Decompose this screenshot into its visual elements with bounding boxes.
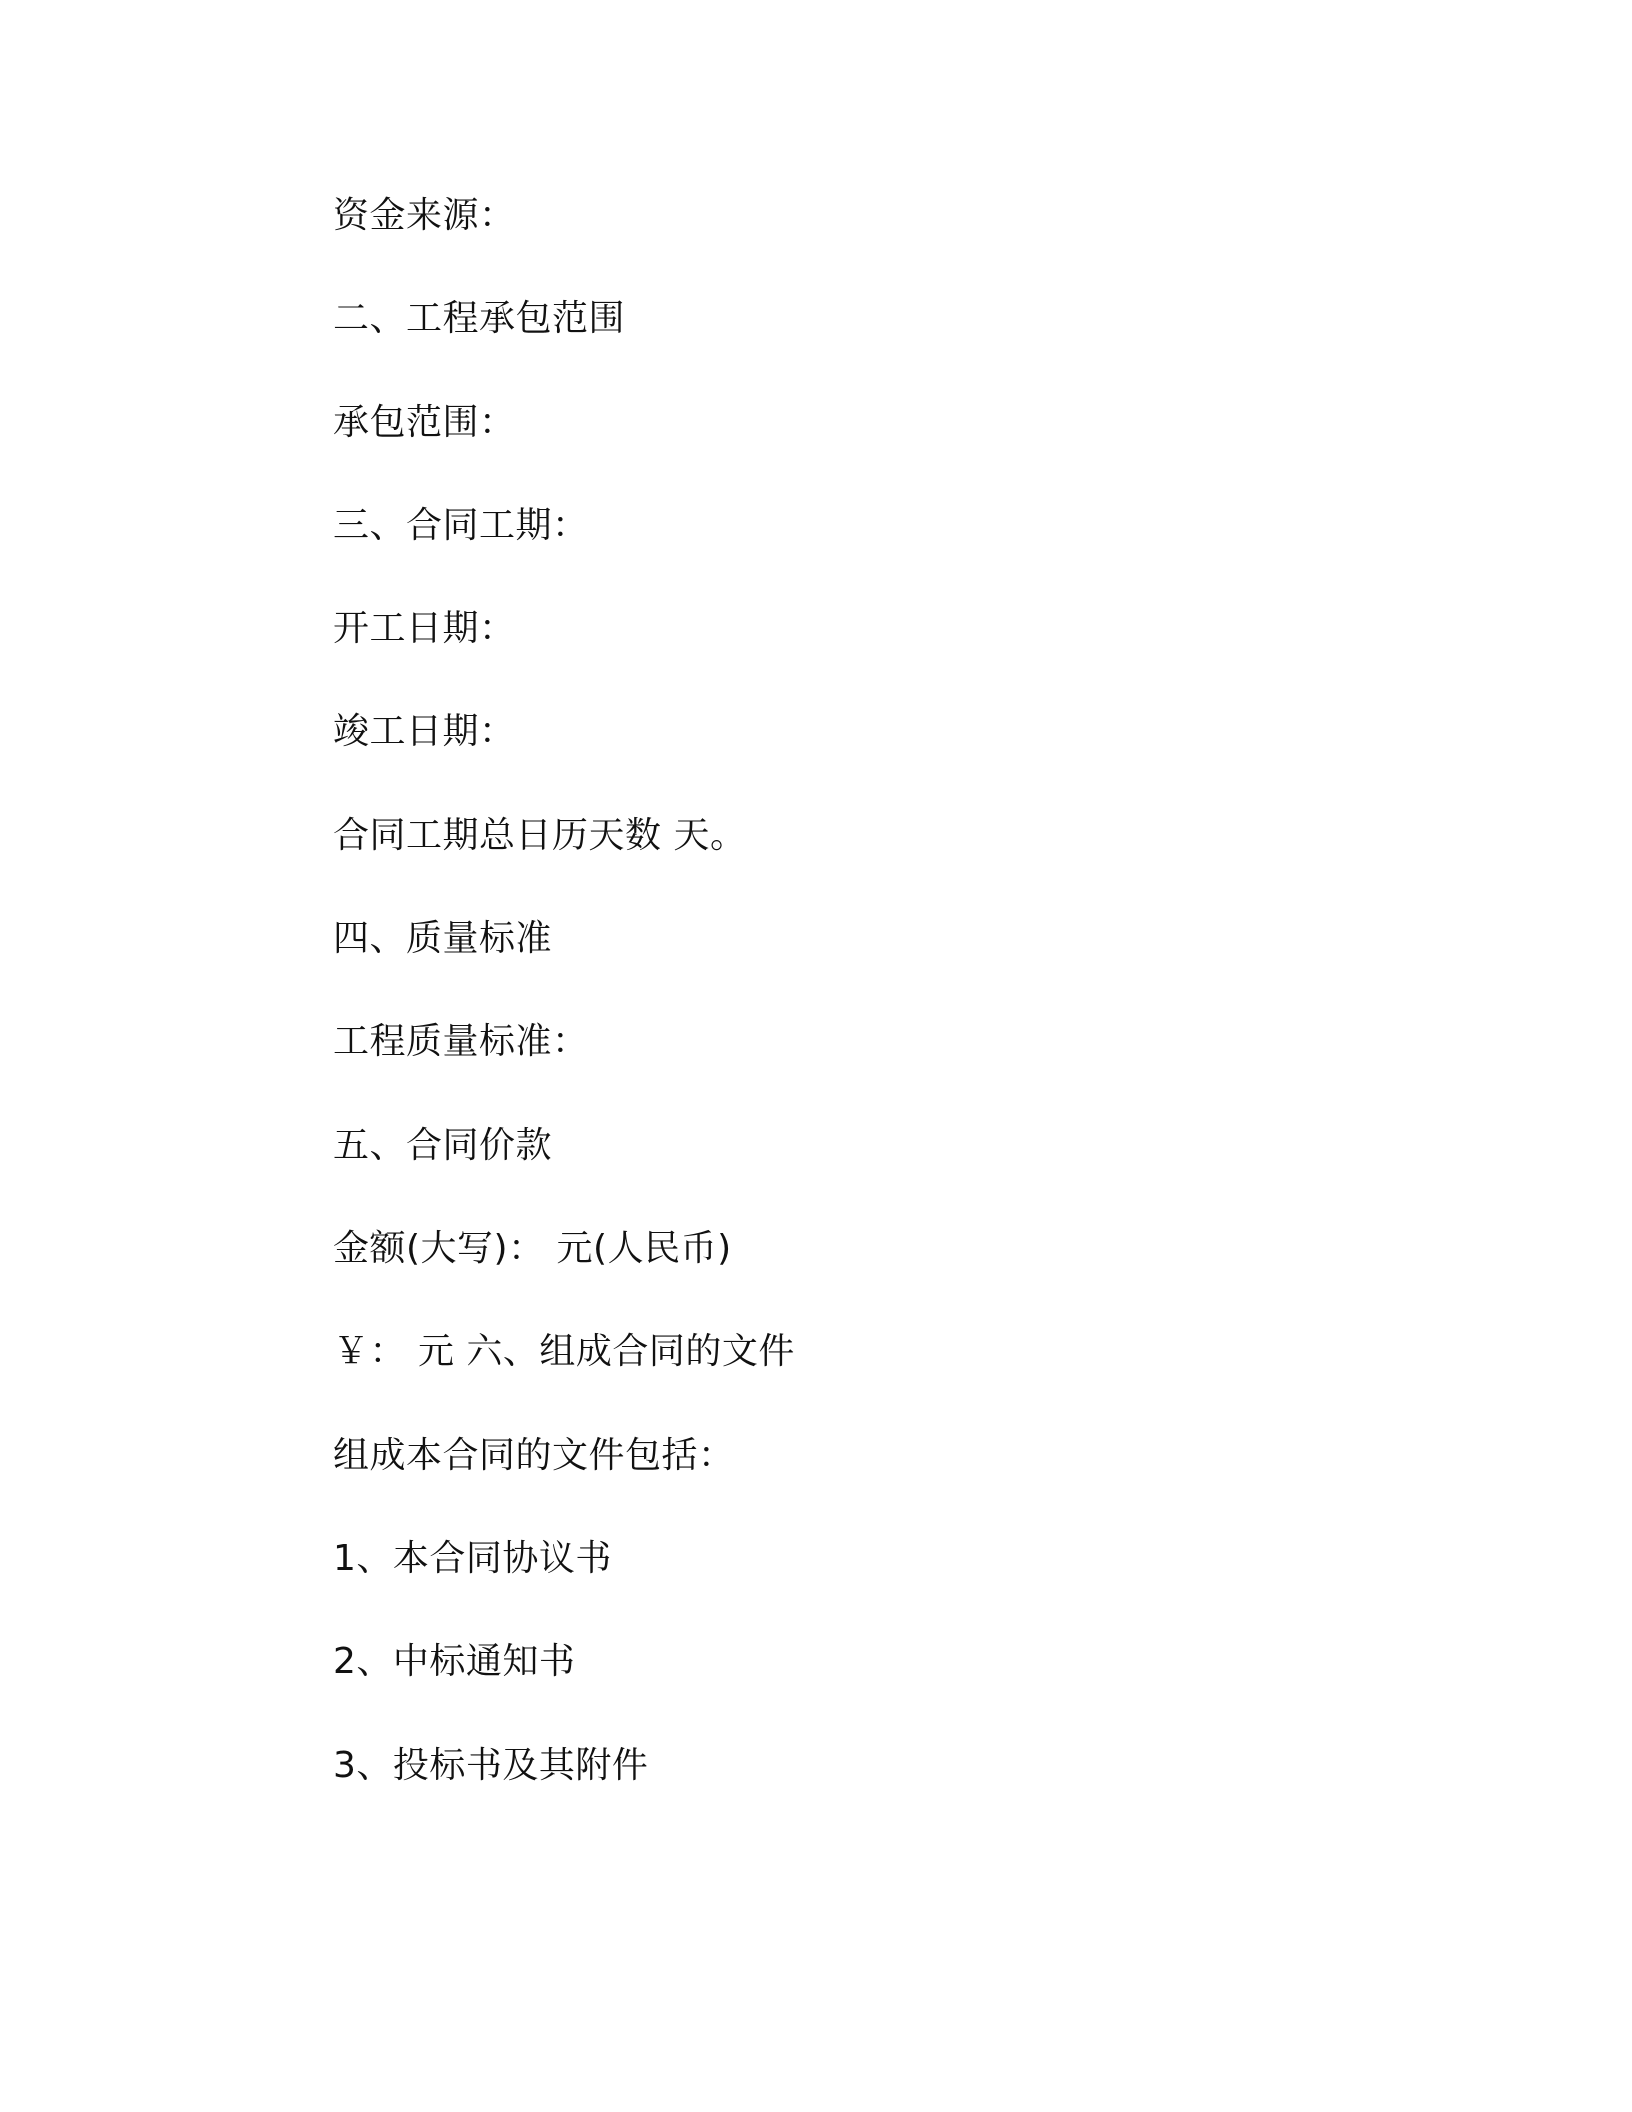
section-four-heading: 四、质量标准: [333, 918, 553, 959]
section-three-heading: 三、合同工期：: [333, 505, 589, 546]
document-item-1: 1、本合同协议书: [333, 1538, 612, 1579]
completion-date-line: 竣工日期：: [333, 711, 516, 752]
document-item-3: 3、投标书及其附件: [333, 1745, 649, 1786]
total-days-line: 合同工期总日历天数 天。: [333, 815, 747, 856]
section-two-heading: 二、工程承包范围: [333, 298, 626, 339]
contract-scope-line: 承包范围：: [333, 402, 516, 443]
contract-documents-intro-line: 组成本合同的文件包括：: [333, 1435, 735, 1476]
document-item-2: 2、中标通知书: [333, 1641, 576, 1682]
amount-words-line: 金额(大写)： 元(人民币): [333, 1228, 732, 1269]
start-date-line: 开工日期：: [333, 608, 516, 649]
funding-source-line: 资金来源：: [333, 195, 516, 236]
amount-yuan-and-section-six-line: ￥： 元 六、组成合同的文件: [333, 1331, 795, 1372]
quality-standard-line: 工程质量标准：: [333, 1021, 589, 1062]
section-five-heading: 五、合同价款: [333, 1125, 553, 1166]
